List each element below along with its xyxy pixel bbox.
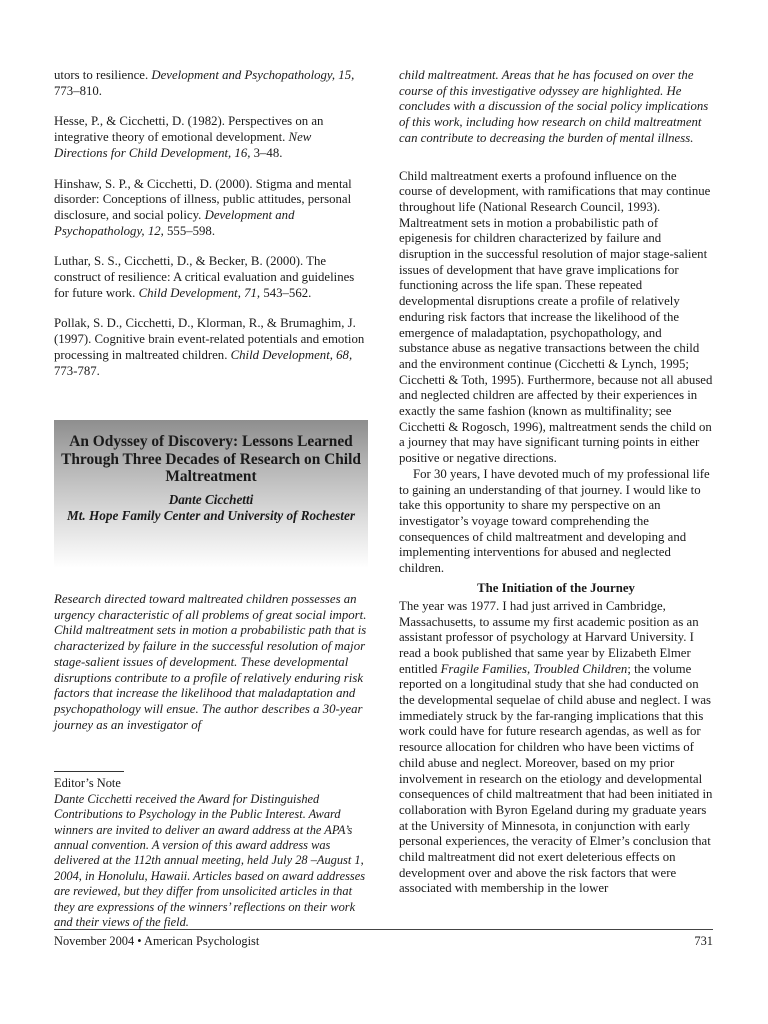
reference-list <box>54 68 368 420</box>
reference-entry: Hinshaw, S. P., & Cicchetti, D. (2000). Stigma and mental disorder: Conceptions of illness, public attitudes, personal disclosure, and social policy. Development and Psychopathology, 12, 555–598. <box>54 176 352 238</box>
abstract-part-2: child maltreatment. Areas that he has focused on over the course of this investigative odyssey are highlighted. He concludes with a discussion of the social policy implications of this work, including how research on child maltreatment can contribute to decreasing the burden of mental illness. <box>399 68 709 145</box>
reference-entry: Pollak, S. D., Cicchetti, D., Klorman, R., & Brumaghim, J. (1997). Cognitive brain event-related potentials and emotion processing in maltreated children. Child Development, 68, 773-787. <box>54 316 365 378</box>
reference-entry: utors to resilience. Development and Psychopathology, 15, 773–810. <box>54 68 355 98</box>
article-title: An Odyssey of Discovery: Lessons Learned Through Three Decades of Research on Child Maltreatment <box>61 433 361 486</box>
page-number: 731 <box>694 934 713 948</box>
body-paragraph: Child maltreatment exerts a profound influence on the course of development, with ramifications that may continue throughout life (National Research Council, 1993). Maltreatment sets in motion a probabilistic path of epigenesis for children characterized by failure and disruption in the successful resolution of major stage-salient issues of development that have grave implications for functioning across the life span. These repeated developmental disruptions create a profile of relatively enduring risk factors that increase the likelihood of the emergence of maladaptation, psychopathology, and substance abuse as negative transactions between the child and the environment continue (Cicchetti & Lynch, 1995; Cicchetti & Toth, 1995). Furthermore, because not all abused and neglected children are affected by their experiences in exactly the same fashion (known as multifinality; see Cicchetti & Rogosch, 1996), maltreatment sends the child on a journey that may have significant turning points in either positive or negative directions. <box>399 168 713 466</box>
article-author: Dante Cicchetti <box>168 491 254 507</box>
reference-entry: Hesse, P., & Cicchetti, D. (1982). Perspectives on an integrative theory of emotional development. New Directions for Child Development, 16, 3–48. <box>54 114 324 160</box>
right-column <box>399 68 713 897</box>
body-paragraph: For 30 years, I have devoted much of my professional life to gaining an understanding of that journey. I would like to take this opportunity to share my perspective on an investigator’s voyage toward comprehending the consequences of child maltreatment and developing and implementing interventions for abused and neglected children. <box>399 466 710 576</box>
editors-note-heading: Editor’s Note <box>54 776 121 791</box>
article-title-box <box>54 420 368 568</box>
article-affiliation: Mt. Hope Family Center and University of Rochester <box>67 508 355 524</box>
footer-divider <box>54 929 713 930</box>
journal-footer: November 2004 • American Psychologist <box>54 934 260 948</box>
editors-note-body: Dante Cicchetti received the Award for Distinguished Contributions to Psychology in the Public Interest. Award winners are invited to deliver an award address at the APA’s annual convention. A version of this award address was delivered at the 112th annual meeting, held July 28 –August 1, 2004, in Honolulu, Hawaii. Articles based on award addresses are reviewed, but they differ from unsolicited articles in that they are expressions of the winners’ reflections on their work and their views of the field. <box>54 791 366 929</box>
left-column <box>54 68 368 930</box>
abstract-part-1: Research directed toward maltreated children possesses an urgency characteristic of all problems of great social import. Child maltreatment sets in motion a probabilistic path that is characterized by failure in the successful resolution of major stage-salient issues of development. These developmental disruptions contribute to a profile of relatively enduring risk factors that increase the likelihood that maladaptation and psychopathology will ensue. The author describes a 30-year journey as an investigator of <box>54 592 367 732</box>
body-paragraph: The year was 1977. I had just arrived in Cambridge, Massachusetts, to assume my first academic position as an assistant professor of psychology at Harvard University. I read a book published that same year by Elizabeth Elmer entitled Fragile Families, Troubled Children; the volume reported on a longitudinal study that she had conducted on the developmental sequelae of child abuse and neglect. I was immediately struck by the far-ranging implications that this work could have for future research agendas, as well as for resource allocation for children who have been victims of child abuse and neglect. Moreover, based on my prior involvement in research on the etiology and developmental consequences of child maltreatment that had been initiated in collaboration with Byron Egeland during my graduate years at the University of Minnesota, in conjunction with early personal experiences, the veracity of Elmer’s conclusion that child maltreatment did not exert deleterious effects on development over and above the risk factors that were associated with membership in the lower <box>399 598 713 896</box>
section-heading: The Initiation of the Journey <box>477 580 635 595</box>
reference-entry: Luthar, S. S., Cicchetti, D., & Becker, B. (2000). The construct of resilience: A critical evaluation and guidelines for future work. Child Development, 71, 543–562. <box>54 254 355 300</box>
footnote-divider <box>54 771 124 772</box>
